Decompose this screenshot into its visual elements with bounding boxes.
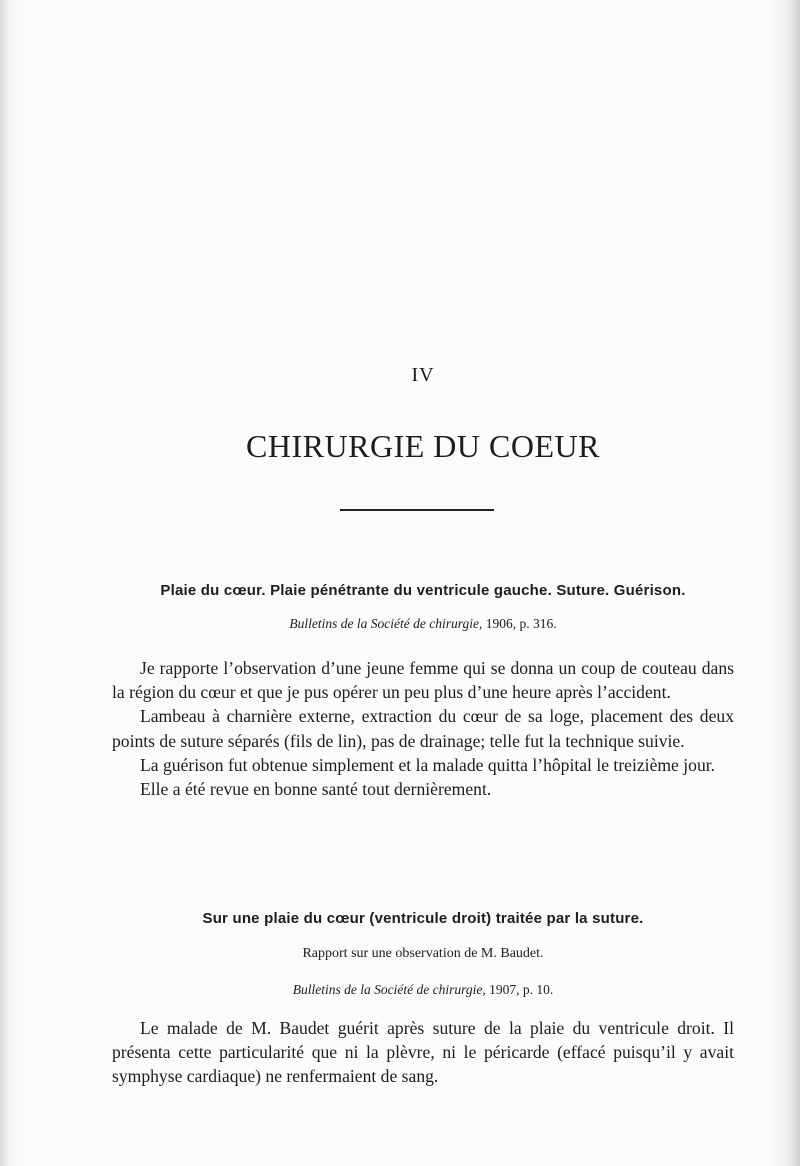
section2-rapport: Rapport sur une observation de M. Baudet. [302, 946, 544, 961]
section1-paragraph: La guérison fut obtenue simplement et la malade quitta l’hôpital le treizième jour. [140, 754, 716, 775]
section1-paragraph: Je rapporte l’observation d’une jeune femme qui se donna un coup de couteau dans la région du cœur et que je pus opérer un peu plus d’une heure après l’accident. [112, 658, 734, 703]
section2-reference [112, 982, 734, 998]
section2-heading: Sur une plaie du cœur (ventricule droit) traitée par la suture. [202, 910, 644, 927]
section1-heading: Plaie du cœur. Plaie pénétrante du ventricule gauche. Suture. Guérison. [160, 582, 686, 599]
section1-body [112, 656, 734, 801]
section1-reference [112, 616, 734, 632]
chapter-title: CHIRURGIE DU COEUR [246, 428, 600, 464]
title-rule [340, 509, 494, 511]
section2-reference-pages: 1907, p. 10. [485, 982, 554, 997]
section2-body [112, 1016, 734, 1089]
section2-paragraph: Le malade de M. Baudet guérit après suture de la plaie du ventricule droit. Il présenta cette particularité que ni la plèvre, ni le péricarde (effacé puisqu’il y avait symphyse cardiaque) ne renfermaient de sang. [112, 1018, 734, 1087]
section1-paragraph: Lambeau à charnière externe, extraction du cœur de sa loge, placement des deux points de suture séparés (fils de lin), pas de drainage; telle fut la technique suivie. [112, 706, 734, 751]
section1-reference-source: Bulletins de la Société de chirurgie, [289, 616, 483, 631]
chapter-numeral: IV [411, 364, 435, 386]
section1-reference-pages: 1906, p. 316. [482, 616, 557, 631]
section1-paragraph: Elle a été revue en bonne santé tout dernièrement. [140, 779, 492, 800]
section2-reference-source: Bulletins de la Société de chirurgie, [292, 982, 486, 997]
